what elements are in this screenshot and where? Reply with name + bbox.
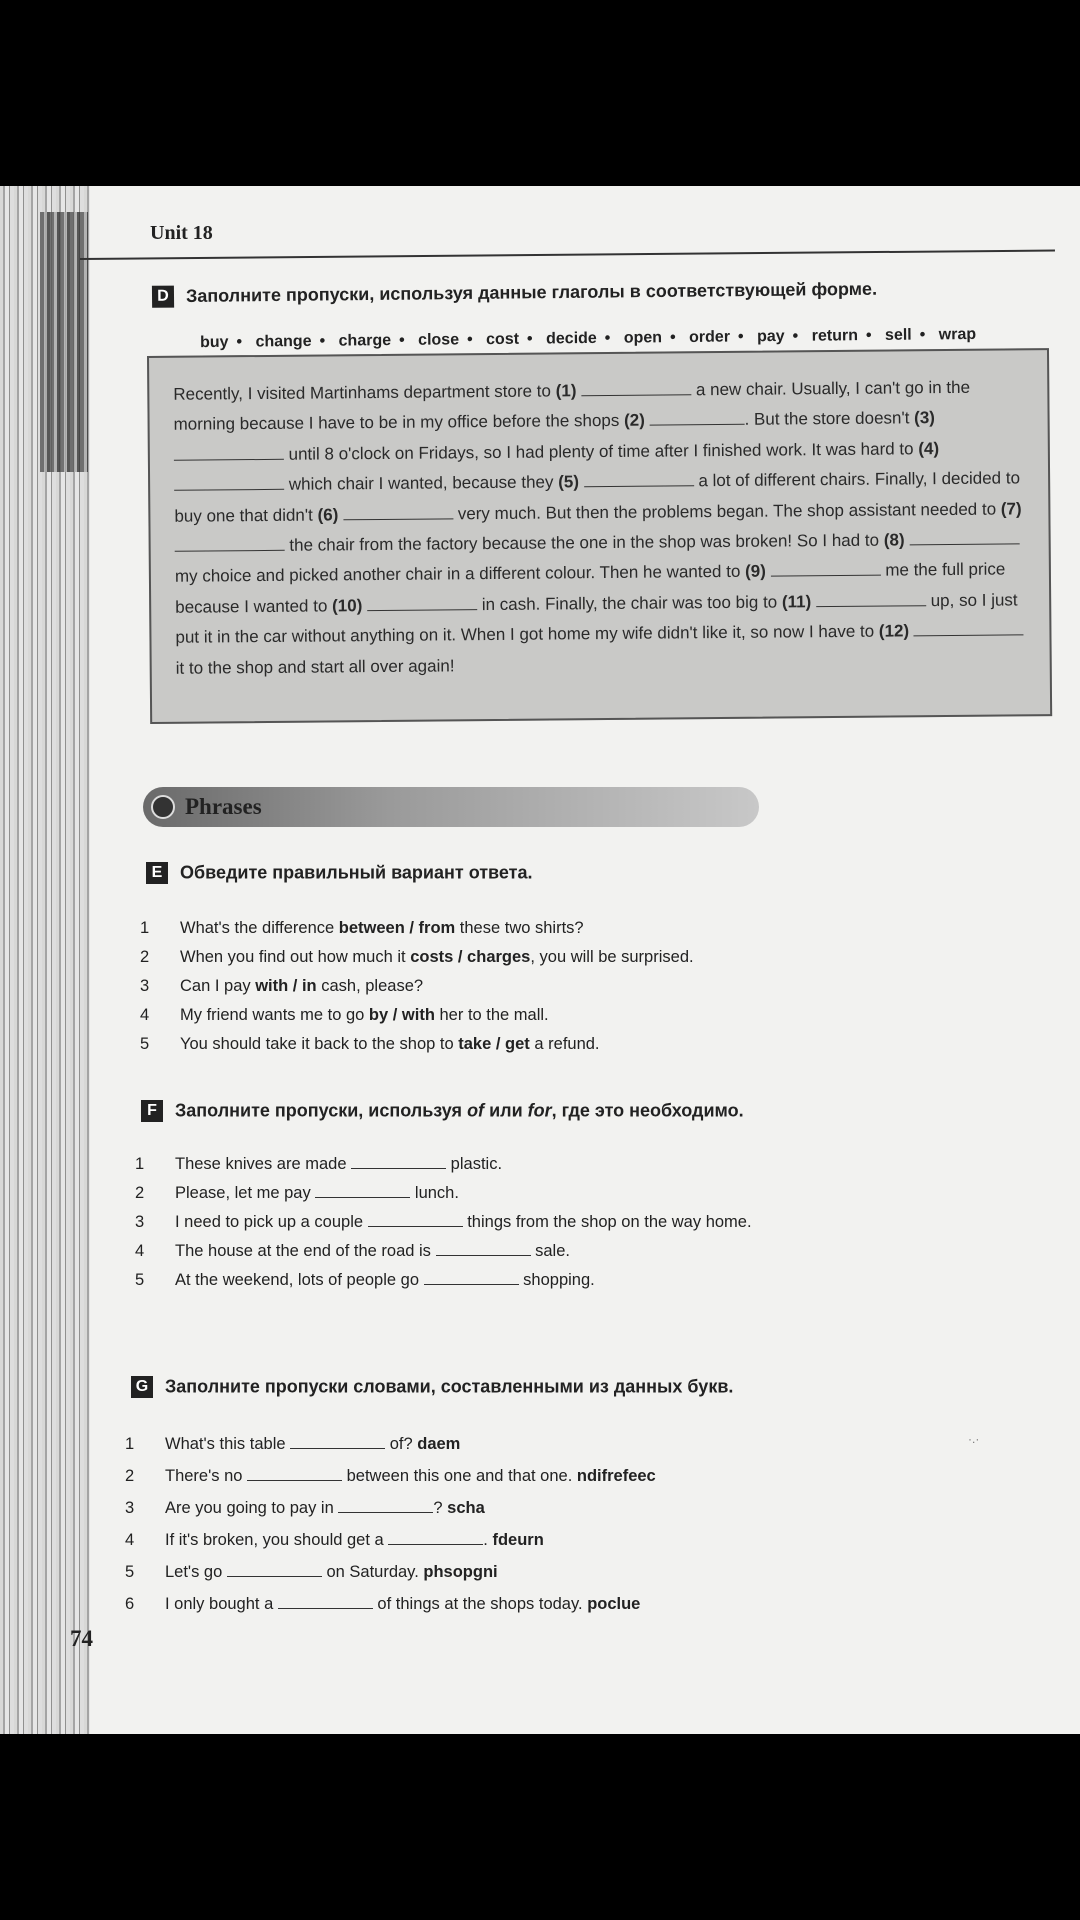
choice-options[interactable]: take / get [458,1035,530,1053]
list-item: 5 At the weekend, lots of people go shopping. [135,1271,595,1289]
answer-blank[interactable] [174,475,284,491]
list-item: 2 Please, let me pay lunch. [135,1184,459,1202]
answer-blank[interactable] [584,471,694,487]
list-item: 2 When you find out how much it costs / charges, you will be surprised. [140,948,694,966]
answer-blank[interactable] [368,1212,463,1227]
phrases-label: Phrases [185,794,262,819]
scrambled-clue: phsopgni [423,1563,498,1581]
answer-blank[interactable] [914,621,1024,637]
story-text-box [147,348,1052,724]
section-f-title: Заполните пропуски, используя of или for, где это необходимо. [175,1100,744,1121]
section-e-header [146,862,533,884]
section-g-header [131,1376,733,1398]
answer-blank[interactable] [278,1594,373,1609]
answer-blank[interactable] [290,1434,385,1449]
word: change [255,332,312,351]
section-f-header [141,1100,744,1122]
list-item: 5 You should take it back to the shop to take / get a refund. [140,1035,600,1053]
page-number: 74 [70,1626,93,1651]
choice-options[interactable]: between / from [338,919,456,937]
list-item: 6 I only bought a of things at the shops today. poclue [125,1595,641,1613]
workbook-page [0,186,1080,1734]
list-item: 1 What's this table of? daem [125,1435,461,1453]
answer-blank[interactable] [649,410,744,426]
section-d-header [152,278,877,308]
story-paragraph: Recently, I visited Martinhams department store to (1) a new chair. Usually, I can't go in the morning because I have to be in my office before the shops (2) . But the store doesn't (3) until 8 o'clock on Fridays, so I had plenty of time after I finished work. It was hard to (4) which chair I wanted, because they (5) a lot of different chairs. Finally, I decided to buy one that didn't (6) very much. But then the problems began. The shop assistant needed to (7) the chair from the factory because the one in the shop was broken! So I had to (8) my choice and picked another chair in a different colour. Then he wanted to (9) me the full price because I wanted to (10) in cash. Finally, the chair was too big to (11) up, so I just put it in the car without anything on it. When I got home my wife didn't like it, so now I have to (12) it to the shop and start all over again! [173,372,1030,684]
choice-options[interactable]: costs / charges [410,948,531,966]
section-e-title: Обведите правильный вариант ответа. [180,862,533,883]
answer-blank[interactable] [338,1498,433,1513]
answer-blank[interactable] [227,1562,322,1577]
answer-blank[interactable] [315,1183,410,1198]
phrases-banner [143,787,759,827]
answer-blank[interactable] [436,1241,531,1256]
answer-blank[interactable] [175,536,285,552]
answer-blank[interactable] [909,529,1019,545]
list-item: 3 Can I pay with / in cash, please? [140,977,424,995]
answer-blank[interactable] [247,1466,342,1481]
word: cost [486,330,520,349]
answer-blank[interactable] [581,380,691,396]
list-item: 4 My friend wants me to go by / with her to the mall. [140,1006,549,1024]
answer-blank[interactable] [771,561,881,577]
answer-blank[interactable] [351,1154,446,1169]
scrambled-clue: ndifrefeec [576,1467,656,1485]
scrambled-clue: poclue [587,1595,641,1613]
print-specks: ·.· [968,1432,980,1446]
answer-blank[interactable] [388,1530,483,1545]
list-item: 2 There's no between this one and that one. ndifrefeec [125,1467,656,1485]
word: decide [545,329,597,348]
section-f-badge: F [141,1100,163,1122]
list-item: 5 Let's go on Saturday. phsopgni [125,1563,498,1581]
answer-blank[interactable] [343,504,453,520]
section-e-list [140,914,694,1059]
list-item: 4 If it's broken, you should get a . fdeurn [125,1531,544,1549]
word: wrap [938,325,977,344]
scrambled-clue: fdeurn [492,1531,544,1549]
list-item: 1 What's the difference between / from these two shirts? [140,919,584,937]
word: open [623,329,663,347]
word: sell [884,326,912,344]
section-d-badge: D [152,286,174,308]
list-item: 3 Are you going to pay in ? scha [125,1499,485,1517]
answer-blank[interactable] [816,591,926,607]
word: return [811,327,859,345]
list-item: 3 I need to pick up a couple things from the shop on the way home. [135,1213,752,1231]
choice-options[interactable]: with / in [255,977,317,995]
scrambled-clue: scha [447,1499,485,1517]
word: charge [338,332,392,350]
word: buy [199,333,229,352]
section-e-badge: E [146,862,168,884]
list-item: 1 These knives are made plastic. [135,1155,503,1173]
answer-blank[interactable] [174,445,284,461]
answer-blank[interactable] [367,595,477,611]
binder-edge [40,212,88,472]
answer-blank[interactable] [424,1270,519,1285]
bullet-icon [151,795,175,819]
list-item: 4 The house at the end of the road is sale. [135,1242,570,1260]
section-g-title: Заполните пропуски словами, составленными из данных букв. [165,1376,734,1397]
scrambled-clue: daem [417,1435,461,1453]
header-rule [80,249,1055,260]
section-d-title: Заполните пропуски, используя данные глаголы в соответствующей форме. [185,278,878,306]
word-bank: buy • change • charge • close • cost • decide • open • order • pay • return • sell • wrap [199,325,977,352]
section-g-list [125,1428,656,1620]
choice-options[interactable]: by / with [368,1006,435,1024]
section-g-badge: G [131,1376,153,1398]
word: order [689,328,731,346]
word: pay [756,327,785,346]
unit-title: Unit 18 [150,222,213,244]
word: close [418,331,460,349]
section-f-list [135,1150,752,1295]
